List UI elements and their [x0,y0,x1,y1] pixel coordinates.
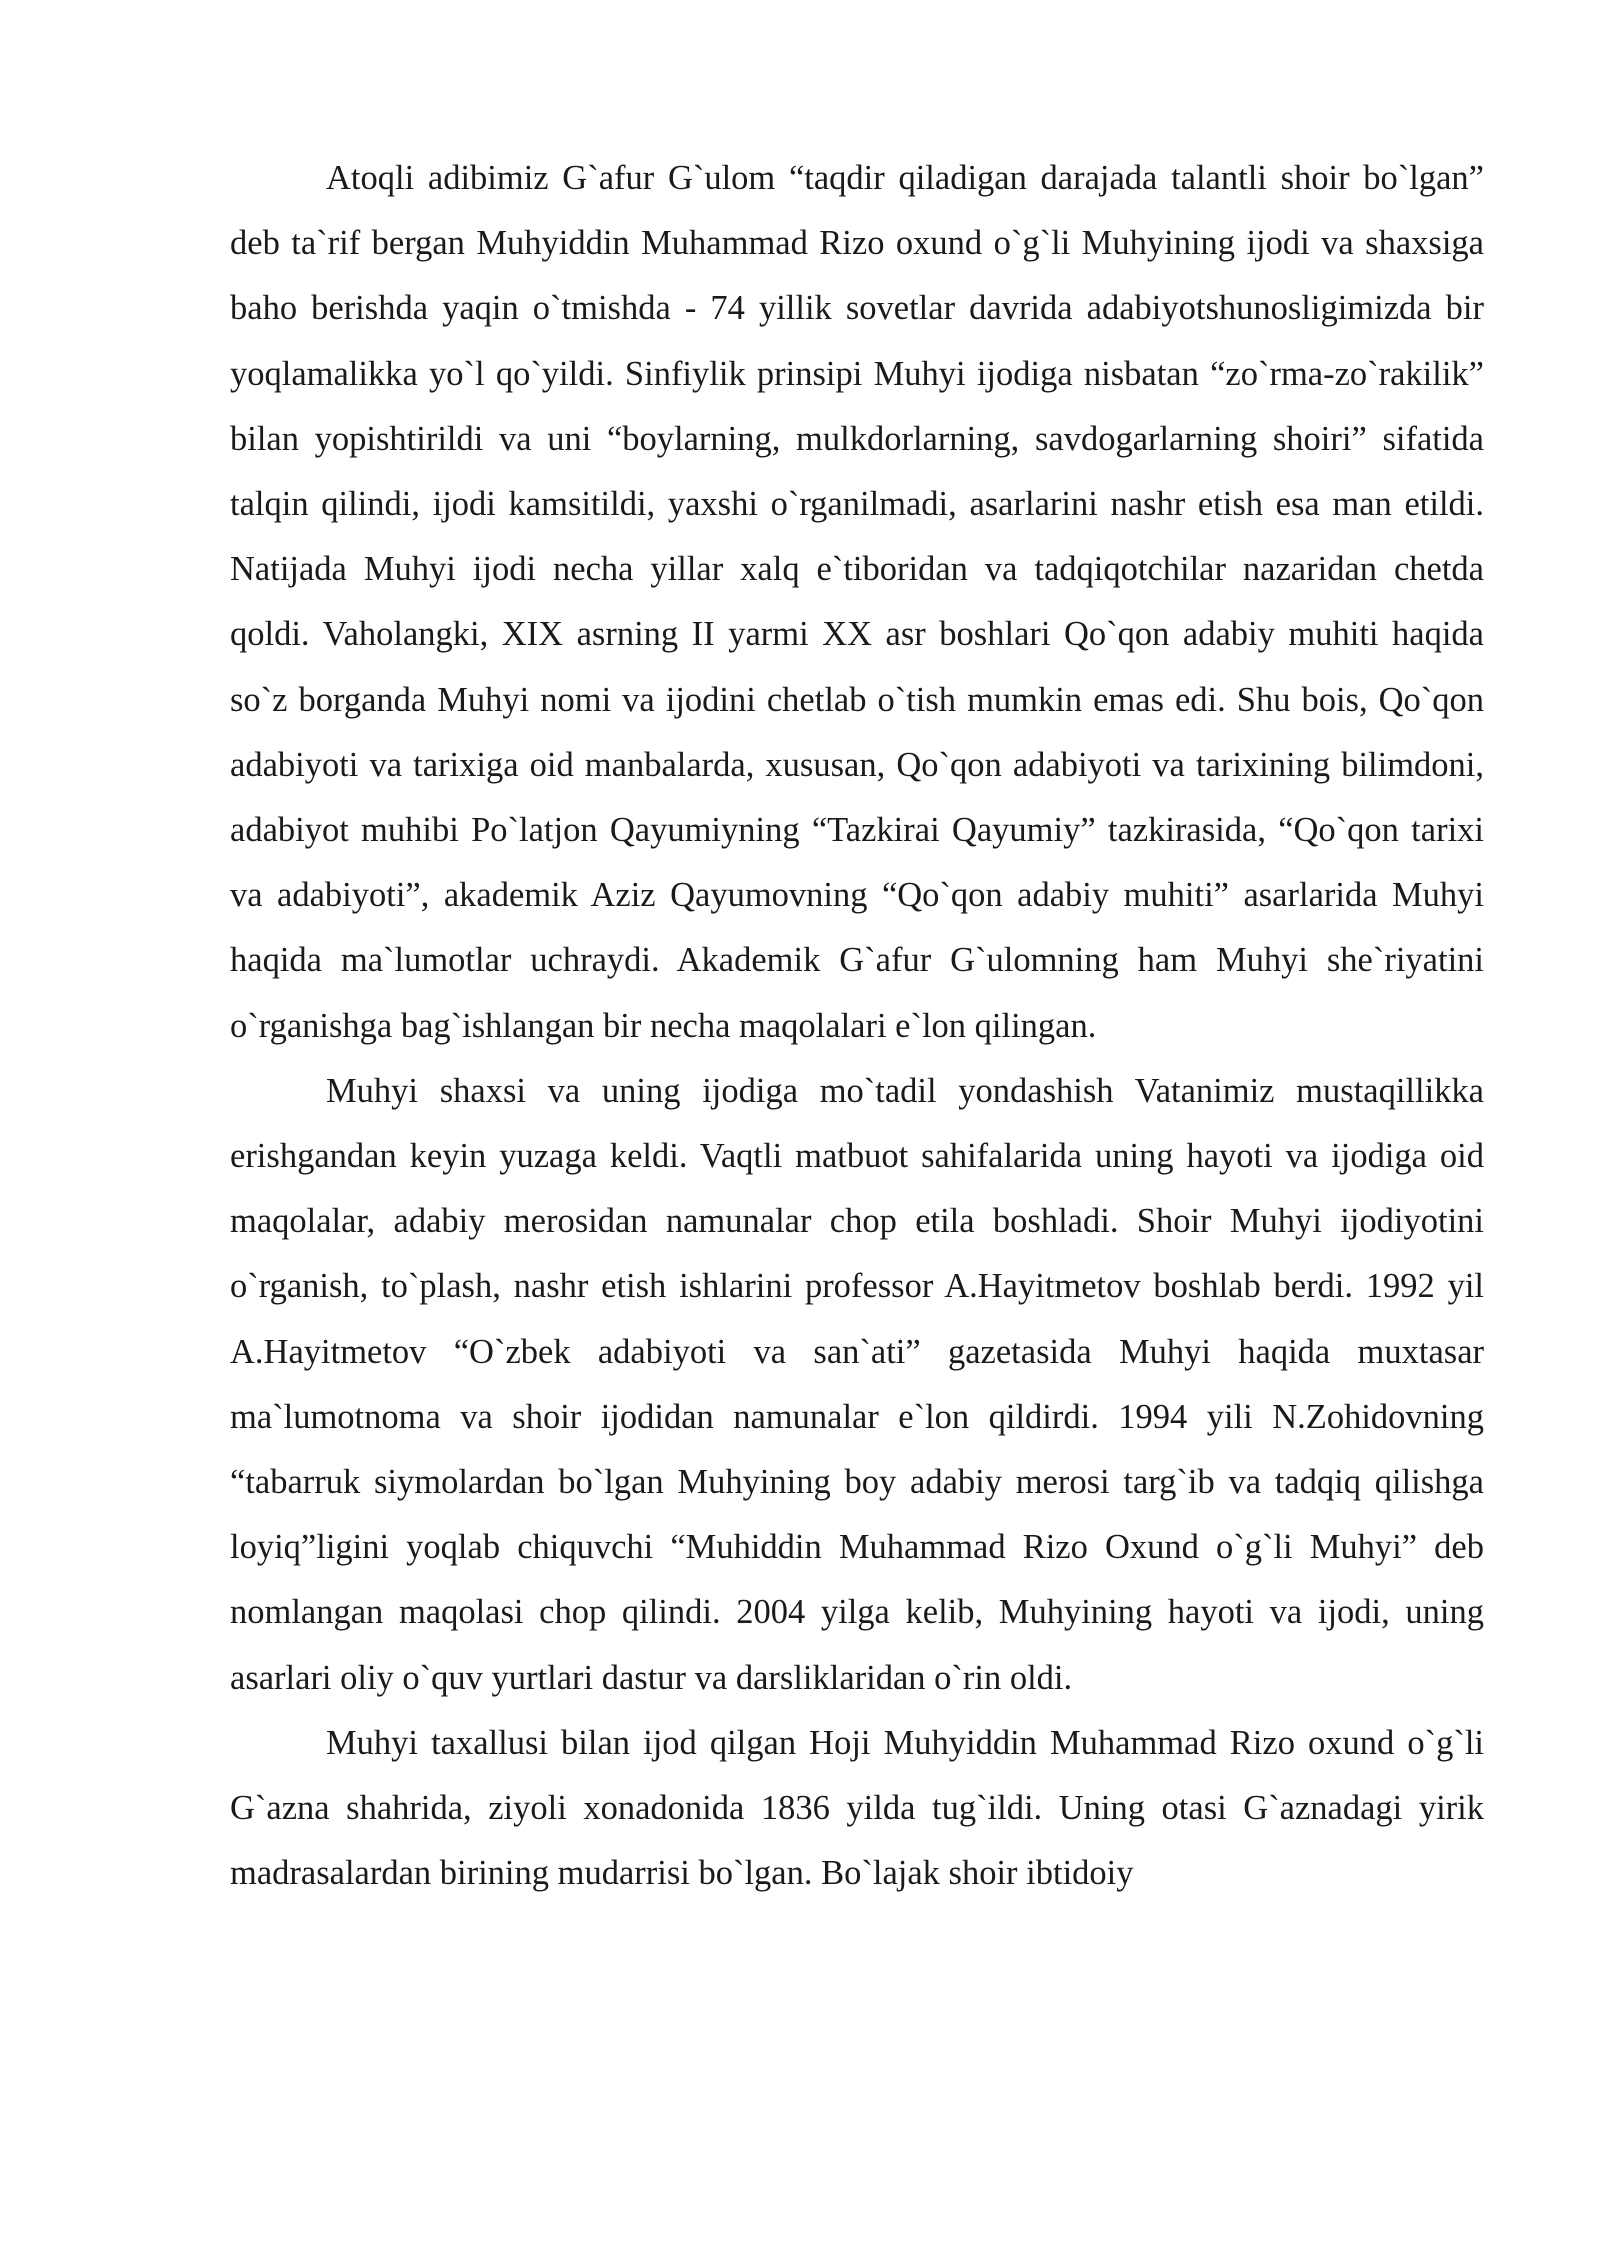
paragraph-2: Muhyi shaxsi va uning ijodiga mo`tadil yondashish Vatanimiz mustaqillikka erishgandan keyin yuzaga keldi. Vaqtli matbuot sahifalarida uning hayoti va ijodiga oid maqolalar, adabiy merosidan namunalar chop etila boshladi. Shoir Muhyi ijodiyotini o`rganish, to`plash, nashr etish ishlarini professor A.Hayitmetov boshlab berdi. 1992 yil A.Hayitmetov “O`zbek adabiyoti va san`ati” gazetasida Muhyi haqida muxtasar ma`lumotnoma va shoir ijodidan namunalar e`lon qildirdi. 1994 yili N.Zohidovning “tabarruk siymolardan bo`lgan Muhyining boy adabiy merosi targ`ib va tadqiq qilishga loyiq”ligini yoqlab chiquvchi “Muhiddin Muhammad Rizo Oxund o`g`li Muhyi” deb nomlangan maqolasi chop qilindi. 2004 yilga kelib, Muhyining hayoti va ijodi, uning asarlari oliy o`quv yurtlari dastur va darsliklaridan o`rin oldi. [230,1071,1484,1697]
document-page [230,146,1484,1906]
paragraph-1: Atoqli adibimiz G`afur G`ulom “taqdir qiladigan darajada talantli shoir bo`lgan” deb ta`rif bergan Muhyiddin Muhammad Rizo oxund o`g`li Muhyining ijodi va shaxsiga baho berishda yaqin o`tmishda - 74 yillik sovetlar davrida adabiyotshunosligimizda bir yoqlamalikka yo`l qo`yildi. Sinfiylik prinsipi Muhyi ijodiga nisbatan “zo`rma-zo`rakilik” bilan yopishtirildi va uni “boylarning, mulkdorlarning, savdogarlarning shoiri” sifatida talqin qilindi, ijodi kamsitildi, yaxshi o`rganilmadi, asarlarini nashr etish esa man etildi. Natijada Muhyi ijodi necha yillar xalq e`tiboridan va tadqiqotchilar nazaridan chetda qoldi. Vaholangki, XIX asrning II yarmi XX asr boshlari Qo`qon adabiy muhiti haqida so`z borganda Muhyi nomi va ijodini chetlab o`tish mumkin emas edi. Shu bois, Qo`qon adabiyoti va tarixiga oid manbalarda, xususan, Qo`qon adabiyoti va tarixining bilimdoni, adabiyot muhibi Po`latjon Qayumiyning “Tazkirai Qayumiy” tazkirasida, “Qo`qon tarixi va adabiyoti”, akademik Aziz Qayumovning “Qo`qon adabiy muhiti” asarlarida Muhyi haqida ma`lumotlar uchraydi. Akademik G`afur G`ulomning ham Muhyi she`riyatini o`rganishga bag`ishlangan bir necha maqolalari e`lon qilingan. [230,159,1484,1045]
paragraph-3: Muhyi taxallusi bilan ijod qilgan Hoji Muhyiddin Muhammad Rizo oxund o`g`li G`azna shahrida, ziyoli xonadonida 1836 yilda tug`ildi. Uning otasi G`aznadagi yirik madrasalardan birining mudarrisi bo`lgan. Bo`lajak shoir ibtidoiy [230,1723,1484,1893]
